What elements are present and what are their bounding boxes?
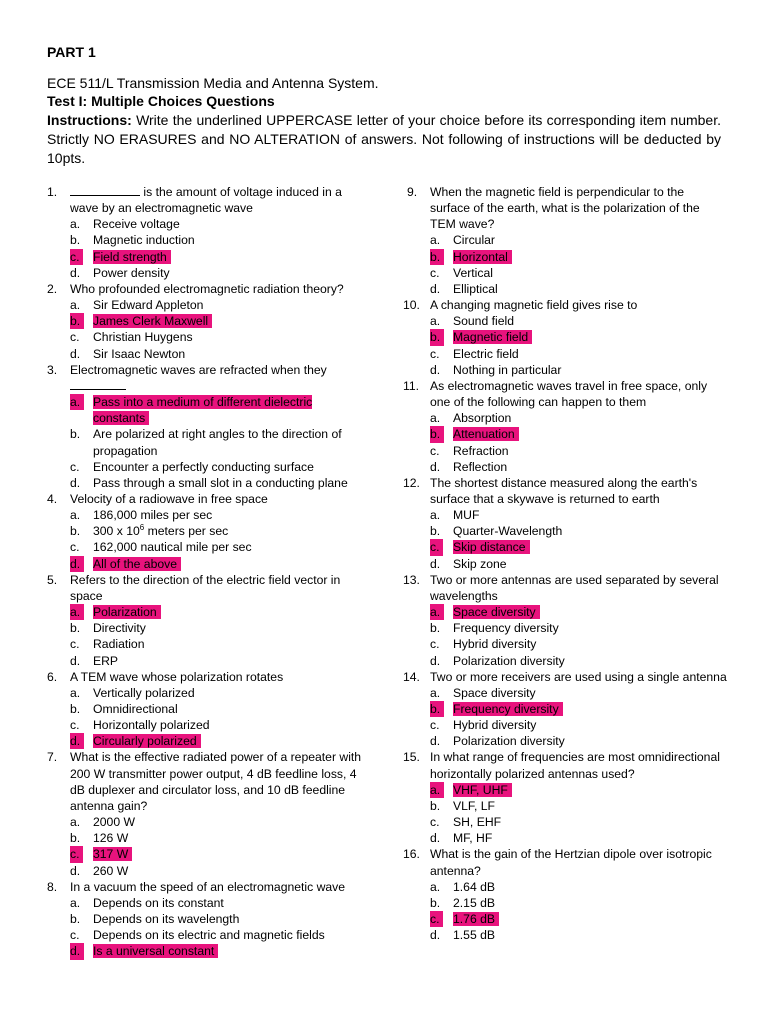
option-a [430,879,727,895]
question-number: 9. [407,185,418,199]
option-text: Power density [93,265,170,280]
option-letter: a. [430,508,441,523]
option-b [430,249,727,265]
option-text: 1.64 dB [453,879,496,894]
option-text: Encounter a perfectly conducting surface [93,459,314,474]
option-b [430,895,727,911]
option-text: VLF, LF [453,798,495,813]
option-b [70,701,367,717]
question-number: 4. [47,491,58,506]
instructions-label: Instructions: [47,112,132,128]
option-d [70,653,367,669]
option-a [70,604,367,620]
question-text [47,669,367,685]
left-column [47,184,367,960]
option-d [70,346,367,362]
option-a [70,507,367,523]
option-c [430,539,727,555]
option-d [430,653,727,669]
question-16 [403,846,727,943]
option-c [430,443,727,459]
option-text: Attenuation [453,427,519,441]
option-b [430,426,727,442]
option-letter: a. [430,314,441,329]
option-c [430,636,727,652]
option-letter: a. [70,604,84,620]
option-text: MUF [453,508,480,523]
option-text: 2.15 dB [453,895,496,910]
option-a [430,507,727,523]
option-letter: d. [70,556,84,572]
question-body: What is the gain of the Hertzian dipole over isotropic antenna? [430,847,712,878]
option-text: Frequency diversity [453,621,559,636]
option-letter: a. [430,233,441,248]
answer-blank [70,378,126,390]
option-text: Radiation [93,637,145,652]
option-text: Nothing in particular [453,362,562,377]
option-b [430,523,727,539]
question-2 [47,281,367,362]
question-body: Who profounded electromagnetic radiation theory? [70,281,344,296]
option-text: Elliptical [453,281,498,296]
question-number: 1. [47,185,58,199]
option-a [70,297,367,313]
question-body: The shortest distance measured along the earth's surface that a skywave is returned to earth [430,475,698,506]
question-12 [403,475,727,572]
option-letter: c. [70,540,80,555]
question-text [47,281,367,297]
option-d [70,556,367,572]
question-text [403,846,727,878]
option-a [70,814,367,830]
option-text: Polarization diversity [453,653,565,668]
option-c [430,717,727,733]
option-text: MF, HF [453,831,493,846]
question-number: 10. [403,298,420,313]
option-letter: c. [70,459,80,474]
option-letter: b. [430,701,444,717]
option-text: Depends on its constant [93,895,224,910]
option-c [70,329,367,345]
option-letter: d. [430,653,441,668]
option-d [430,830,727,846]
question-number: 12. [403,475,420,490]
question-number: 3. [47,362,58,377]
option-letter: c. [70,718,80,733]
option-text: Hybrid diversity [453,718,537,733]
option-a [430,313,727,329]
question-number: 7. [47,750,58,765]
option-letter: b. [430,895,441,910]
question-number: 6. [47,669,58,684]
question-number: 11. [403,378,420,393]
option-a [430,782,727,798]
option-a [430,685,727,701]
question-body: As electromagnetic waves travel in free space, only one of the following can happen to them [430,378,708,410]
right-column [403,184,727,943]
option-text: 300 x $10^6$ meters per sec [93,523,229,539]
option-text: Space diversity [453,685,536,700]
option-letter: d. [430,281,441,296]
option-d [430,556,727,572]
option-text: Circularly polarized [93,734,201,748]
option-letter: d. [70,943,84,959]
option-text: Pass through a small slot in a conducting plane [93,475,348,490]
option-b [70,620,367,636]
option-a [430,232,727,248]
question-11 [403,378,727,475]
option-letter: d. [70,346,81,361]
option-d [430,281,727,297]
question-body: What is the effective radiated power of a repeater with 200 W transmitter power output, 4 dB feedline loss, 4 dB duplexer and circulator loss, and 10 dB feedline antenna gain? [70,750,362,813]
option-letter: b. [70,233,81,248]
option-letter: d. [70,653,81,668]
option-letter: b. [430,524,441,539]
question-text [403,297,727,313]
option-letter: c. [430,637,440,652]
option-letter: b. [430,621,441,636]
option-c [430,814,727,830]
option-letter: a. [430,879,441,894]
option-letter: a. [70,217,81,232]
option-letter: b. [430,329,444,345]
option-c [70,539,367,555]
instructions-text: Write the underlined UPPERCASE letter of your choice before its corresponding item number. Strictly NO ERASURES and NO ALTERATION of answers. Not following of instructions will be deducted by 10pts. [47,112,721,166]
question-text [47,572,367,604]
option-letter: c. [70,846,83,862]
question-13 [403,572,727,669]
question-number: 5. [47,572,58,587]
option-c [70,459,367,475]
option-text: Depends on its electric and magnetic fields [93,928,325,943]
option-text: Vertical [453,265,493,280]
question-10 [403,297,727,378]
option-text: Pass into a medium of different dielectric constants [93,395,313,426]
option-d [430,927,727,943]
question-number: 15. [403,750,420,765]
option-text: Horizontally polarized [93,718,210,733]
option-letter: a. [430,685,441,700]
question-body: In a vacuum the speed of an electromagnetic wave [70,879,346,894]
option-letter: b. [70,427,81,442]
option-text: Are polarized at right angles to the direction of propagation [93,427,342,458]
option-letter: d. [70,863,81,878]
option-letter: d. [70,733,84,749]
option-a [430,604,727,620]
option-text: 162,000 nautical mile per sec [93,540,252,555]
question-body: A changing magnetic field gives rise to [430,298,638,313]
option-text: Circular [453,233,495,248]
option-letter: c. [70,928,80,943]
option-text: Space diversity [453,605,540,619]
question-body: is the amount of voltage induced in a wave by an electromagnetic wave [70,185,342,216]
option-text: Electric field [453,346,519,361]
option-letter: a. [70,508,81,523]
question-text [47,491,367,507]
option-letter: b. [70,524,81,539]
option-text: 2000 W [93,815,136,830]
option-letter: a. [430,782,444,798]
question-text [403,572,727,604]
option-b [70,523,367,539]
option-d [70,863,367,879]
option-text: Depends on its wavelength [93,912,240,927]
option-a [70,394,367,426]
option-letter: b. [430,798,441,813]
option-text: James Clerk Maxwell [93,314,212,328]
option-text: Polarization diversity [453,734,565,749]
option-d [430,733,727,749]
option-letter: b. [70,313,84,329]
option-text: Hybrid diversity [453,637,537,652]
option-letter: b. [430,249,444,265]
option-text: Polarization [93,605,161,619]
question-text [47,184,367,216]
option-letter: d. [430,734,441,749]
option-a [70,685,367,701]
option-c [70,249,367,265]
question-text [47,749,367,814]
option-text: Magnetic field [453,330,532,344]
option-letter: b. [70,621,81,636]
option-b [70,830,367,846]
option-letter: c. [430,443,440,458]
question-body: Electromagnetic waves are refracted when they [70,362,327,377]
test-title: Test I: Multiple Choices Questions [47,93,275,109]
option-d [70,265,367,281]
question-15 [403,749,727,846]
course-title: ECE 511/L Transmission Media and Antenna System. [47,75,379,91]
option-text: 1.55 dB [453,928,496,943]
option-letter: b. [70,912,81,927]
question-text [403,378,727,410]
option-letter: b. [70,702,81,716]
option-text: Reflection [453,459,508,474]
question-text [403,669,727,685]
option-b [70,232,367,248]
question-8 [47,879,367,960]
option-c [430,265,727,281]
option-text: Quarter-Wavelength [453,524,563,539]
option-text: 126 W [93,831,129,846]
question-text [403,475,727,507]
option-c [70,717,367,733]
option-b [430,701,727,717]
option-d [70,943,367,959]
option-letter: a. [70,895,81,910]
option-text: Directivity [93,621,146,636]
option-text: Sir Edward Appleton [93,298,204,313]
question-number: 14. [403,669,420,684]
option-d [70,733,367,749]
option-letter: d. [430,459,441,474]
instructions [47,111,721,168]
option-a [430,410,727,426]
option-text: Vertically polarized [93,685,195,700]
option-letter: d. [430,556,441,571]
question-text [403,749,727,781]
question-14 [403,669,727,750]
question-6 [47,669,367,750]
option-text: All of the above [93,557,181,571]
option-a [70,895,367,911]
option-letter: c. [70,637,80,652]
option-b [70,313,367,329]
question-text [47,879,367,895]
option-letter: d. [430,928,441,943]
option-c [70,927,367,943]
option-d [430,459,727,475]
option-text: Magnetic induction [93,233,195,248]
option-text: Sound field [453,314,514,329]
question-body: Refers to the direction of the electric field vector in space [70,572,341,603]
option-letter: a. [70,394,84,410]
option-text: 1.76 dB [453,912,499,926]
question-number: 13. [403,572,420,587]
option-letter: c. [430,718,440,733]
option-a [70,216,367,232]
question-number: 16. [403,847,420,862]
question-number: 8. [47,879,58,894]
question-text [47,362,367,394]
option-letter: d. [70,475,81,490]
option-letter: a. [70,298,81,313]
option-c [70,846,367,862]
option-c [430,346,727,362]
option-text: Field strength [93,250,171,264]
option-letter: c. [430,346,440,361]
option-letter: a. [430,411,441,426]
option-text: SH, EHF [453,815,502,830]
option-letter: a. [70,685,81,700]
option-text: Receive voltage [93,217,180,232]
option-d [430,362,727,378]
option-text: Horizontal [453,250,512,264]
question-body: Velocity of a radiowave in free space [70,491,268,506]
option-text: 317 W [93,847,132,861]
option-letter: c. [430,265,440,280]
option-text: Refraction [453,443,509,458]
option-letter: a. [70,815,81,830]
option-text: Skip distance [453,540,530,554]
option-letter: c. [430,815,440,830]
option-text: Absorption [453,411,512,426]
option-letter: d. [70,265,81,280]
option-text: 260 W [93,863,129,878]
question-text [407,184,727,232]
answer-blank [70,184,140,196]
option-letter: a. [430,604,444,620]
option-b [430,329,727,345]
question-7 [47,749,367,878]
option-letter: d. [430,831,441,846]
option-d [70,475,367,491]
question-body: In what range of frequencies are most omnidirectional horizontally polarized antennas used? [430,750,720,781]
question-number: 2. [47,281,58,296]
question-body: Two or more receivers are used using a single antenna [430,669,727,684]
part-heading: PART 1 [47,44,96,60]
option-text: Omnidirectional [93,702,178,716]
question-5 [47,572,367,669]
question-body: When the magnetic field is perpendicular to the surface of the earth, what is the polarization of the TEM wave? [430,185,700,232]
option-letter: c. [430,911,443,927]
option-text: Frequency diversity [453,702,563,716]
question-9 [407,184,727,297]
option-letter: b. [70,831,81,846]
option-text: Sir Isaac Newton [93,346,186,361]
option-c [430,911,727,927]
option-text: Christian Huygens [93,330,193,345]
exponent: 6 [139,523,145,533]
option-letter: c. [70,330,80,345]
question-body: Two or more antennas are used separated by several wavelengths [430,572,719,603]
option-b [70,426,367,458]
option-letter: d. [430,362,441,377]
question-body: A TEM wave whose polarization rotates [70,669,284,684]
question-4 [47,491,367,572]
question-1 [47,184,367,281]
option-text: Skip zone [453,556,507,571]
question-3 [47,362,367,491]
option-b [430,798,727,814]
option-letter: c. [70,249,83,265]
option-c [70,636,367,652]
option-b [70,911,367,927]
option-letter: c. [430,539,443,555]
option-text: Is a universal constant [93,944,218,958]
option-text: VHF, UHF [453,783,512,797]
option-text: ERP [93,653,119,668]
option-letter: b. [430,426,444,442]
option-text: 186,000 miles per sec [93,508,213,523]
option-b [430,620,727,636]
